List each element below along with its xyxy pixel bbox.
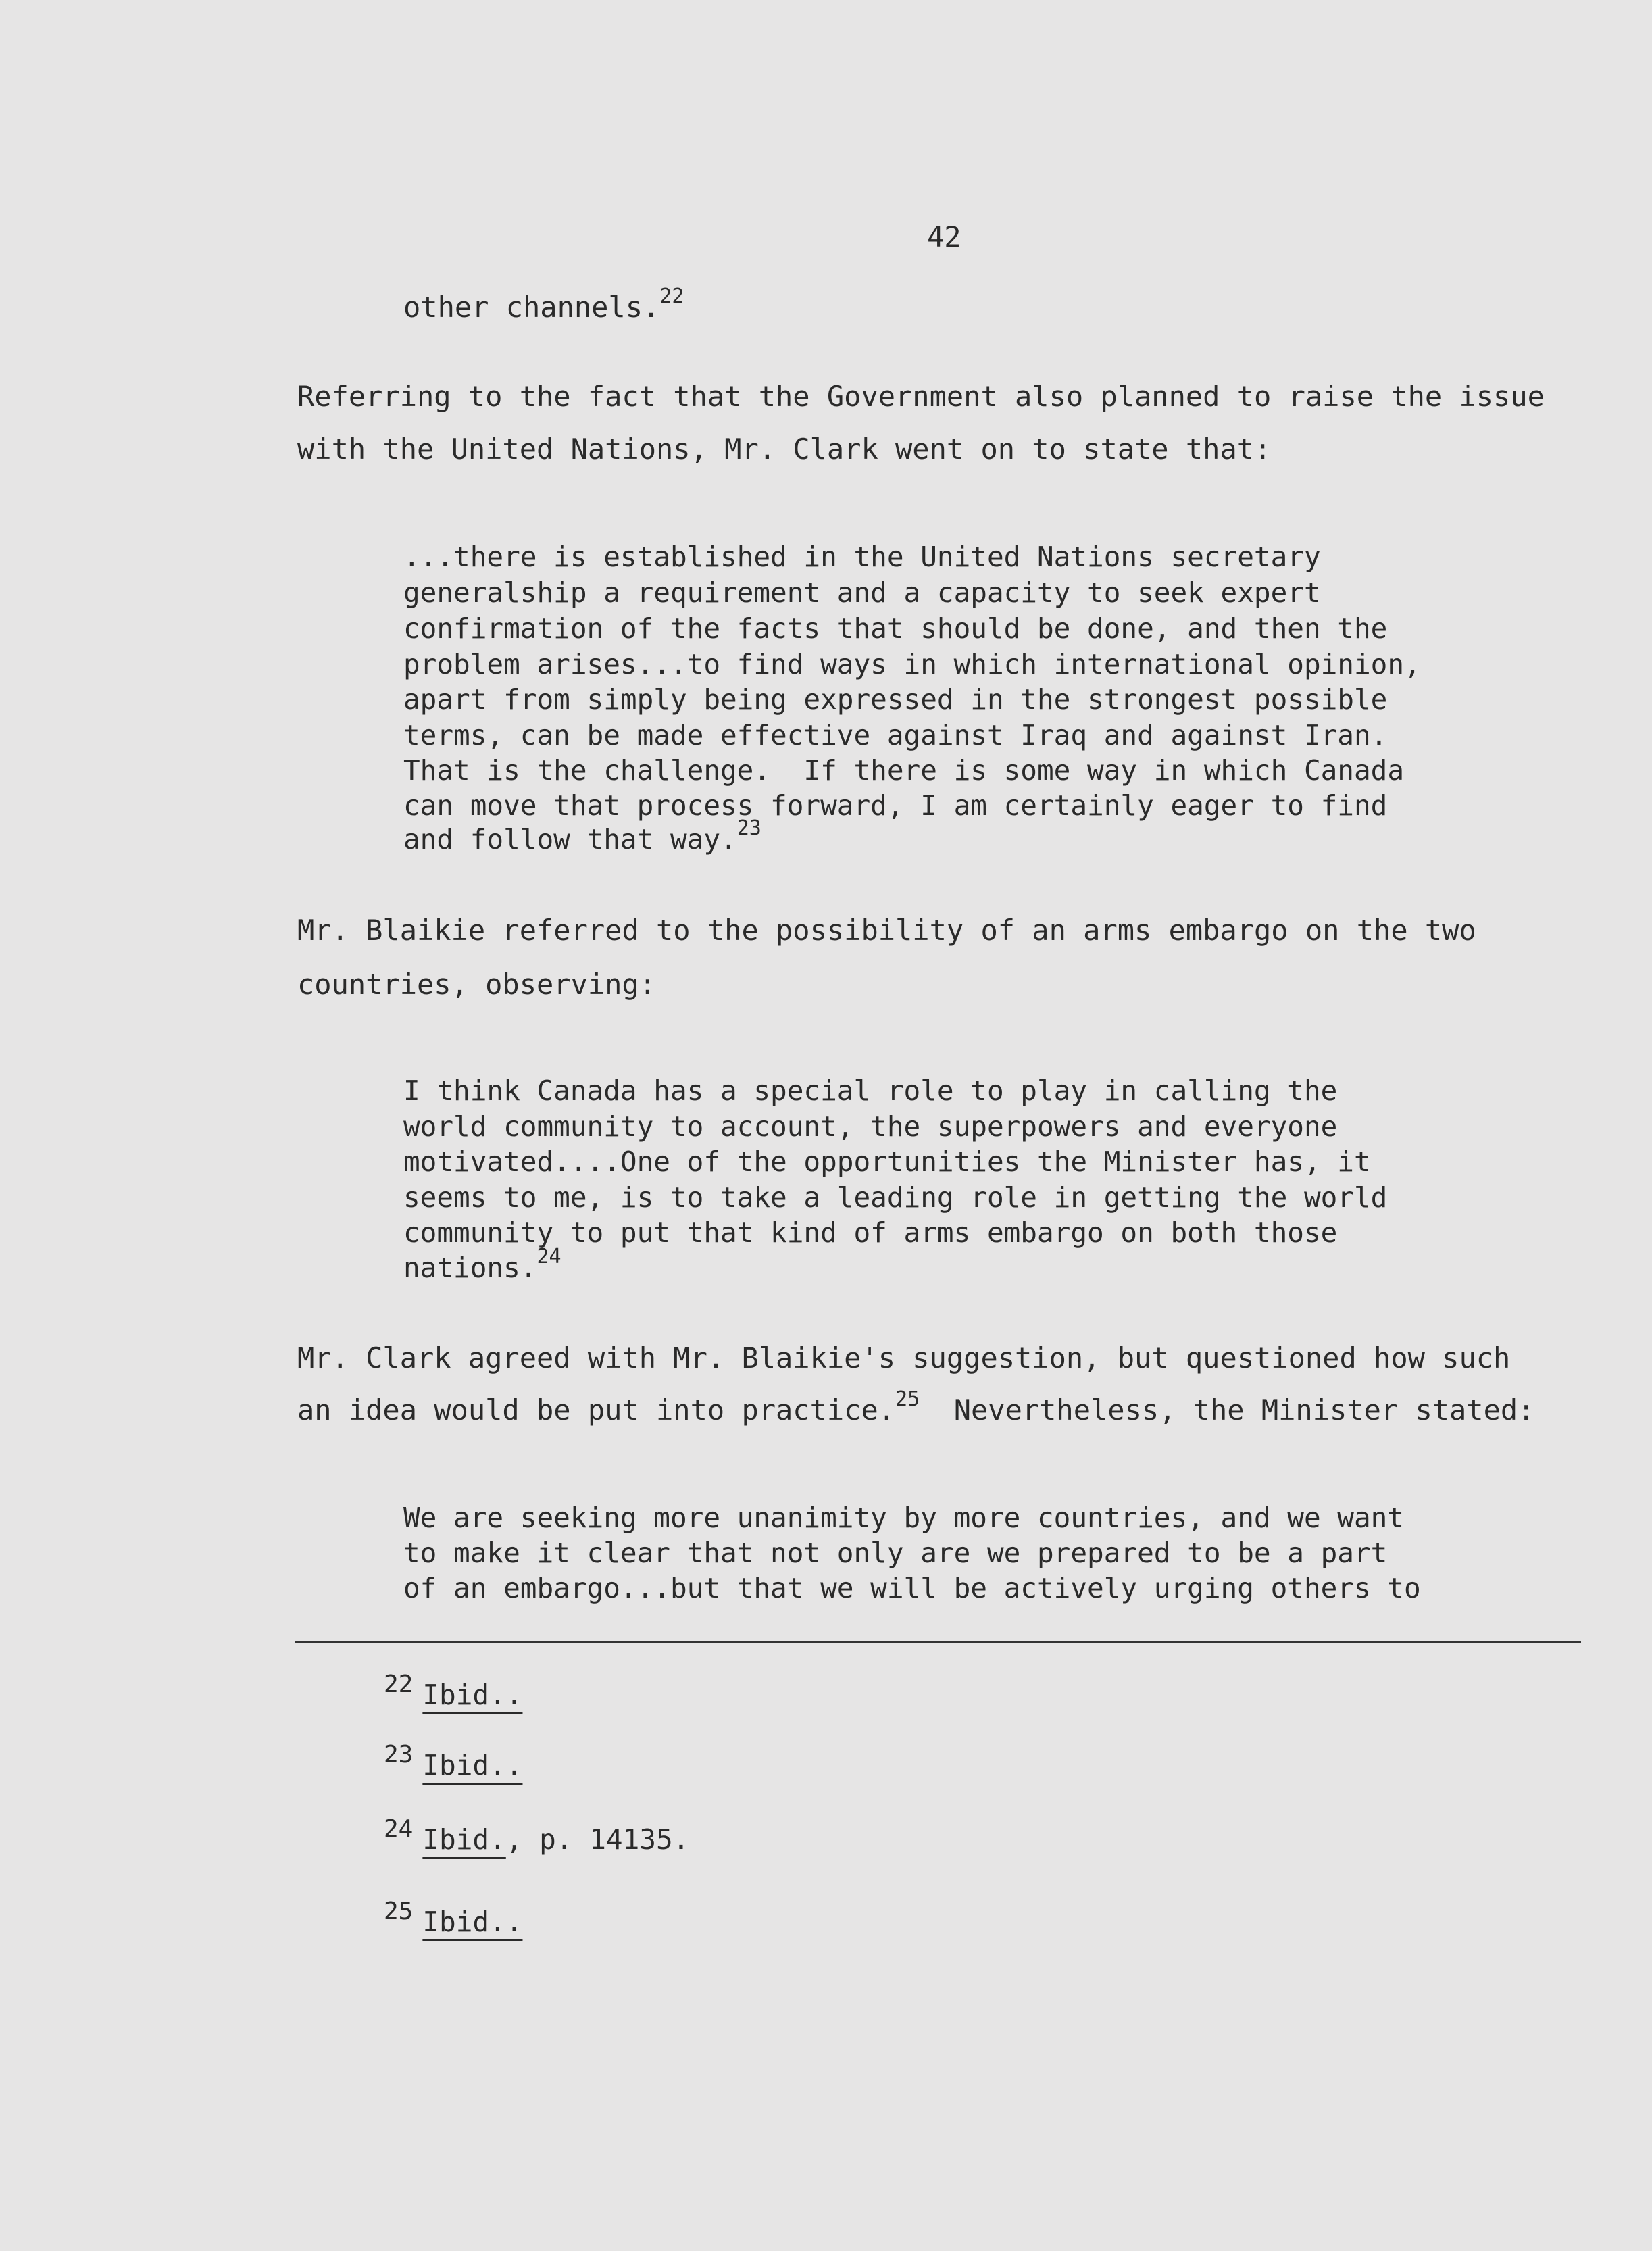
quote-line: ...there is established in the United Nations secretary [403, 541, 1321, 573]
footnote-ref: Ibid.. [422, 1906, 523, 1938]
footnote: 24 Ibid., p. 14135. [384, 1815, 690, 1856]
body-line: Mr. Clark agreed with Mr. Blaikie's suggestion, but questioned how such [297, 1341, 1511, 1375]
note-marker: 24 [536, 1245, 561, 1268]
quote-line: can move that process forward, I am certainly eager to find [403, 789, 1388, 822]
footnote-rule [295, 1641, 1581, 1643]
quote-line: motivated....One of the opportunities the Minister has, it [403, 1145, 1371, 1178]
page-number: 42 [927, 220, 961, 253]
footnote-ref: Ibid.. [422, 1679, 523, 1711]
footnote-number: 25 [384, 1898, 414, 1925]
footnote-number: 22 [384, 1671, 414, 1698]
footnote-number: 24 [384, 1815, 414, 1843]
quote-line: nations.$^{24}$ [403, 1245, 561, 1284]
note-marker: 23 [736, 816, 761, 840]
quote-line: terms, can be made effective against Iraq and against Iran. [403, 719, 1388, 751]
paragraph-continuation: other channels.$^{22}$ [403, 285, 684, 324]
quote-line: community to put that kind of arms embargo on both those [403, 1216, 1338, 1249]
note-marker: 22 [659, 285, 684, 308]
quote-line: apart from simply being expressed in the strongest possible [403, 683, 1388, 716]
note-marker: 25 [895, 1387, 920, 1411]
footnote [384, 1671, 522, 1711]
body-line: Referring to the fact that the Government also planned to raise the issue [297, 380, 1545, 413]
quote-line: of an embargo...but that we will be actively urging others to [403, 1572, 1421, 1604]
quote-line: problem arises...to find ways in which international opinion, [403, 648, 1421, 681]
footnote-number: 23 [384, 1741, 414, 1768]
quote-line: confirmation of the facts that should be done, and then the [403, 612, 1388, 645]
quote-line: We are seeking more unanimity by more countries, and we want [403, 1502, 1405, 1534]
quote-line: world community to account, the superpowers and everyone [403, 1110, 1338, 1143]
quote-line: generalship a requirement and a capacity to seek expert [403, 576, 1321, 609]
footnote [384, 1741, 522, 1781]
quote-line: I think Canada has a special role to play in calling the [403, 1074, 1338, 1107]
body-line: countries, observing: [297, 968, 657, 1001]
footnote-ref: Ibid. [422, 1823, 506, 1856]
footnote [384, 1898, 522, 1938]
quote-line: to make it clear that not only are we prepared to be a part [403, 1537, 1388, 1569]
body-line: an idea would be put into practice.$^{25}$ Nevertheless, the Minister stated: [297, 1387, 1535, 1427]
body-line: Mr. Blaikie referred to the possibility of an arms embargo on the two [297, 914, 1476, 947]
footnote-ref: Ibid.. [422, 1749, 523, 1781]
quote-line: That is the challenge. If there is some way in which Canada [403, 754, 1405, 787]
quote-line: and follow that way.$^{23}$ [403, 816, 761, 856]
body-line: with the United Nations, Mr. Clark went on to state that: [297, 432, 1272, 466]
quote-line: seems to me, is to take a leading role in getting the world [403, 1181, 1388, 1214]
